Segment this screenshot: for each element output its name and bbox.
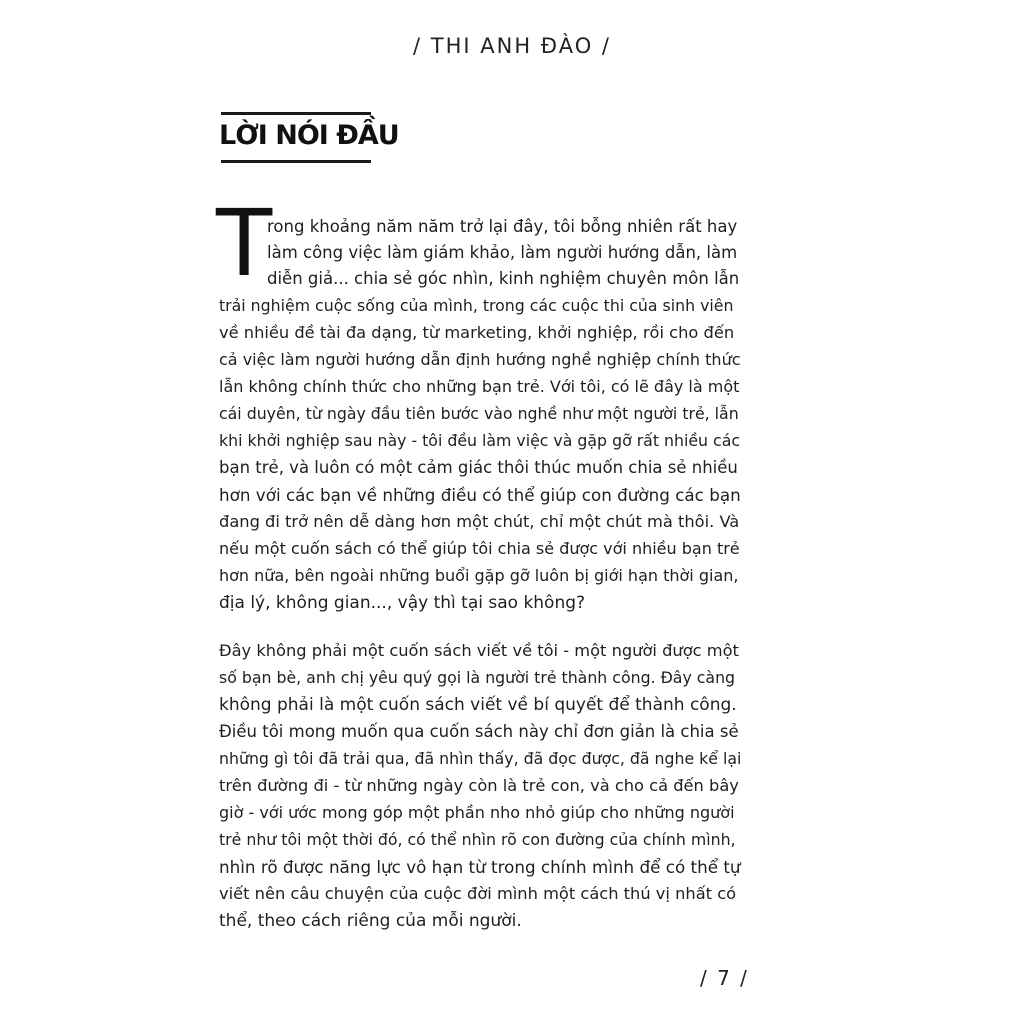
paragraph-line: làm công việc làm giám khảo, làm người hướng dẫn, làm	[267, 243, 738, 262]
paragraph-line: nếu một cuốn sách có thể giúp tôi chia sẻ được với nhiều bạn trẻ	[219, 539, 740, 558]
paragraph-line: Đây không phải một cuốn sách viết về tôi - một người được một	[219, 641, 739, 660]
paragraph-line: nhìn rõ được năng lực vô hạn từ trong chính mình để có thể tự	[219, 857, 741, 877]
paragraph-line: trải nghiệm cuộc sống của mình, trong các cuộc thi của sinh viên	[219, 296, 734, 315]
chapter-title: LỜI NÓI ĐẦU	[219, 120, 399, 151]
page-number: / 7 /	[700, 966, 749, 990]
running-header: / THI ANH ĐÀO /	[413, 34, 611, 58]
paragraph-line: diễn giả... chia sẻ góc nhìn, kinh nghiệm chuyên môn lẫn	[267, 269, 740, 288]
paragraph-line: bạn trẻ, và luôn có một cảm giác thôi thúc muốn chia sẻ nhiều	[219, 458, 738, 477]
heading-rule-top	[221, 112, 371, 115]
paragraph-line: cái duyên, từ ngày đầu tiên bước vào nghề như một người trẻ, lẫn	[219, 404, 739, 423]
paragraph-line: về nhiều đề tài đa dạng, từ marketing, khởi nghiệp, rồi cho đến	[219, 323, 735, 342]
paragraph-line: lẫn không chính thức cho những bạn trẻ. Với tôi, có lẽ đây là một	[219, 377, 740, 396]
paragraph-line: trẻ như tôi một thời đó, có thể nhìn rõ con đường của chính mình,	[219, 830, 736, 849]
paragraph-line: cả việc làm người hướng dẫn định hướng nghề nghiệp chính thức	[219, 350, 741, 369]
paragraph-line: đang đi trở nên dễ dàng hơn một chút, chỉ một chút mà thôi. Và	[219, 512, 740, 531]
paragraph-line: thể, theo cách riêng của mỗi người.	[219, 911, 522, 931]
paragraph-line: những gì tôi đã trải qua, đã nhìn thấy, đã đọc được, đã nghe kể lại	[219, 749, 742, 768]
drop-cap: T	[216, 190, 273, 297]
paragraph-line: hơn nữa, bên ngoài những buổi gặp gỡ luôn bị giới hạn thời gian,	[219, 566, 739, 585]
paragraph-line: Điều tôi mong muốn qua cuốn sách này chỉ đơn giản là chia sẻ	[219, 722, 739, 741]
paragraph-line: viết nên câu chuyện của cuộc đời mình một cách thú vị nhất có	[219, 884, 737, 903]
paragraph-line: hơn với các bạn về những điều có thể giúp con đường các bạn	[219, 485, 741, 505]
paragraph-line: số bạn bè, anh chị yêu quý gọi là người trẻ thành công. Đây càng	[219, 668, 736, 687]
paragraph-line: trên đường đi - từ những ngày còn là trẻ con, và cho cả đến bây	[219, 776, 739, 795]
paragraph-line: rong khoảng năm năm trở lại đây, tôi bỗng nhiên rất hay	[267, 217, 738, 236]
paragraph-line: địa lý, không gian..., vậy thì tại sao không?	[219, 593, 586, 613]
heading-rule-bottom	[221, 160, 371, 163]
paragraph-line: khi khởi nghiệp sau này - tôi đều làm việc và gặp gỡ rất nhiều các	[219, 431, 741, 450]
paragraph-line: không phải là một cuốn sách viết về bí quyết để thành công.	[219, 695, 737, 715]
paragraph-line: giờ - với ước mong góp một phần nho nhỏ giúp cho những người	[219, 803, 735, 822]
